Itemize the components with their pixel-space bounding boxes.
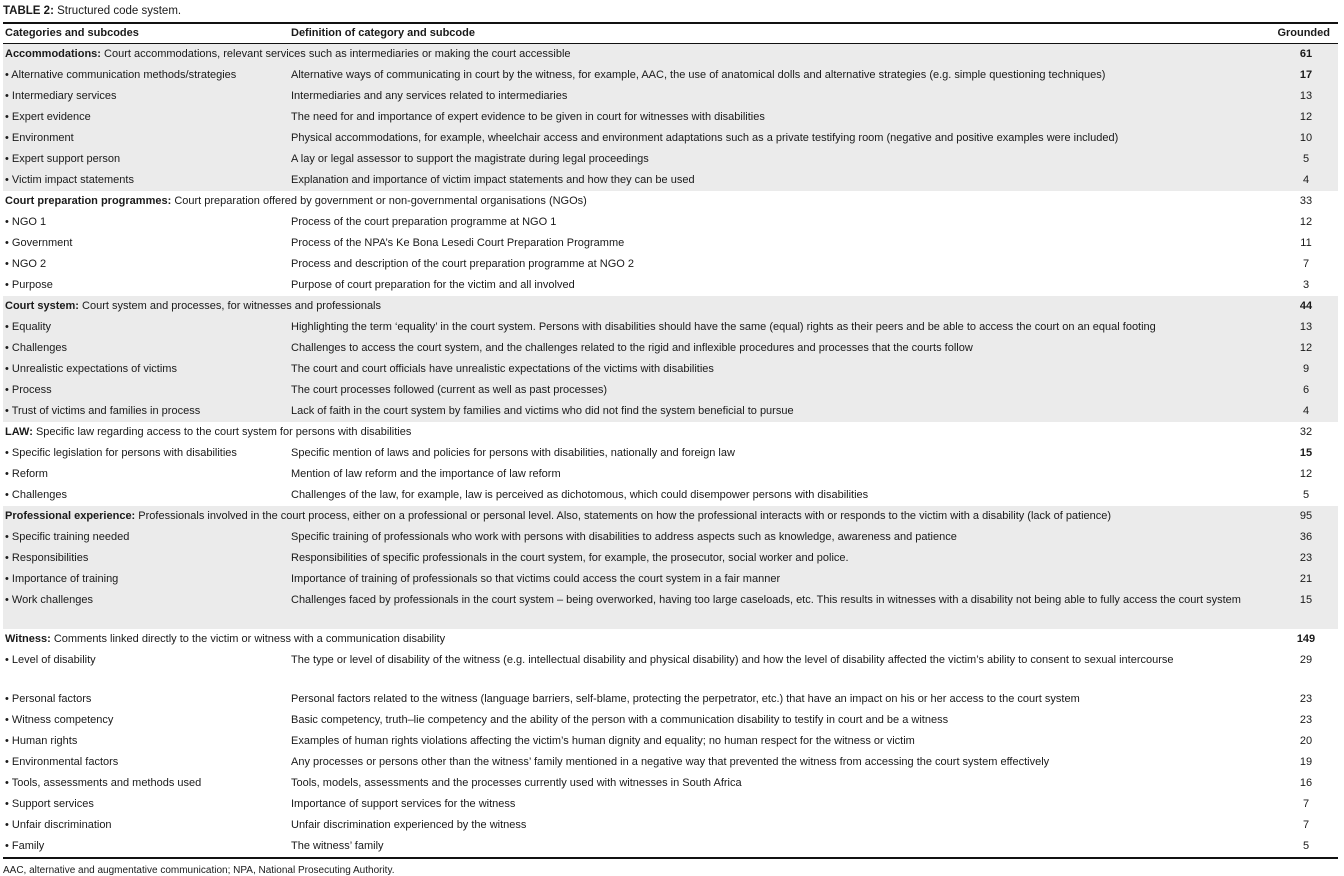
subcode-definition: Specific training of professionals who work with persons with disabilities to address aspects such as knowledge, awareness and patience xyxy=(289,527,1256,548)
subcode-grounded: 7 xyxy=(1302,258,1310,270)
subcode-row xyxy=(3,107,1338,128)
subcode-row xyxy=(3,401,1338,422)
table-label: TABLE 2: xyxy=(3,5,54,17)
subcode-grounded: 23 xyxy=(1299,714,1313,726)
subcode-grounded: 12 xyxy=(1299,216,1313,228)
category-definition: Court preparation offered by government or non-governmental organisations (NGOs) xyxy=(174,195,587,207)
category-grounded: 33 xyxy=(1299,195,1313,207)
subcode-row xyxy=(3,710,1338,731)
subcode-grounded: 13 xyxy=(1256,86,1338,107)
subcode-row xyxy=(3,773,1338,794)
category-grounded: 32 xyxy=(1299,426,1313,438)
category-row xyxy=(3,422,1338,443)
subcode-row xyxy=(3,650,1338,689)
category-definition: Professionals involved in the court process, either on a professional or personal level. Also, statements on how the professional interacts with or responds to the victim with a disability (lack of patience) xyxy=(138,510,1112,522)
category-cell xyxy=(3,191,1256,212)
subcode-definition: Responsibilities of specific professionals in the court system, for example, the prosecutor, social worker and police. xyxy=(289,548,1256,569)
subcode-grounded: 12 xyxy=(1299,468,1313,480)
subcode-row xyxy=(3,731,1338,752)
subcode-grounded: 16 xyxy=(1299,777,1313,789)
subcode-definition: Lack of faith in the court system by families and victims who did not find the system beneficial to pursue xyxy=(289,401,1256,422)
subcode-name: • Purpose xyxy=(5,279,53,291)
subcode-grounded: 23 xyxy=(1299,693,1313,705)
category-definition: Court system and processes, for witnesses and professionals xyxy=(82,300,382,312)
subcode-grounded: 4 xyxy=(1256,401,1338,422)
subcode-name: • Environmental factors xyxy=(5,756,119,768)
category-grounded: 61 xyxy=(1256,44,1338,66)
subcode-definition: Any processes or persons other than the witness’ family mentioned in a negative way that prevented the witness from accessing the court system effectively xyxy=(291,756,1050,768)
subcode-row xyxy=(3,149,1338,170)
subcode-name: • Work challenges xyxy=(3,590,289,629)
category-grounded: 149 xyxy=(1296,633,1316,645)
category-definition: Specific law regarding access to the court system for persons with disabilities xyxy=(35,426,412,438)
subcode-definition: Basic competency, truth–lie competency and the ability of the person with a communication disability to testify in court and be a witness xyxy=(291,714,949,726)
subcode-name: • Human rights xyxy=(5,735,78,747)
subcode-name: • Personal factors xyxy=(5,693,92,705)
subcode-row xyxy=(3,317,1338,338)
subcode-definition: Process of the NPA’s Ke Bona Lesedi Court Preparation Programme xyxy=(291,237,625,249)
subcode-definition: Highlighting the term ‘equality’ in the court system. Persons with disabilities should have the same (equal) rights as their peers and be able to access the court on an equal footing xyxy=(289,317,1256,338)
category-row xyxy=(3,506,1338,527)
category-cell xyxy=(3,422,1256,443)
subcode-definition: Explanation and importance of victim impact statements and how they can be used xyxy=(289,170,1256,191)
subcode-definition: Specific mention of laws and policies for persons with disabilities, nationally and foreign law xyxy=(291,447,735,459)
subcode-definition: Importance of training of professionals so that victims could access the court system in a fair manner xyxy=(289,569,1256,590)
subcode-name: • Level of disability xyxy=(5,654,96,666)
subcode-grounded: 5 xyxy=(1256,149,1338,170)
subcode-definition: Unfair discrimination experienced by the witness xyxy=(291,819,527,831)
subcode-definition: The court processes followed (current as well as past processes) xyxy=(289,380,1256,401)
subcode-grounded: 12 xyxy=(1256,107,1338,128)
subcode-name: • Expert support person xyxy=(3,149,289,170)
subcode-grounded: 11 xyxy=(1300,237,1312,249)
subcode-row xyxy=(3,548,1338,569)
subcode-name: • Victim impact statements xyxy=(3,170,289,191)
subcode-definition: Process of the court preparation programme at NGO 1 xyxy=(291,216,557,228)
subcode-grounded: 5 xyxy=(1302,489,1310,501)
header-categories: Categories and subcodes xyxy=(3,23,289,44)
subcode-name: • Challenges xyxy=(5,489,67,501)
table-footnote: AAC, alternative and augmentative communication; NPA, National Prosecuting Authority. xyxy=(3,865,395,876)
subcode-definition: The type or level of disability of the witness (e.g. intellectual disability and physical disability) and how the level of disability affected the victim’s ability to consent to sexual intercourse xyxy=(291,654,1174,666)
subcode-row xyxy=(3,86,1338,107)
subcode-row xyxy=(3,752,1338,773)
subcode-name: • Support services xyxy=(5,798,94,810)
subcode-row xyxy=(3,233,1338,254)
subcode-grounded: 20 xyxy=(1299,735,1313,747)
subcode-name: • NGO 2 xyxy=(5,258,47,270)
category-name: Witness: xyxy=(5,633,51,645)
subcode-grounded: 3 xyxy=(1302,279,1310,291)
subcode-name: • Intermediary services xyxy=(3,86,289,107)
subcode-name: • Challenges xyxy=(3,338,289,359)
subcode-grounded: 6 xyxy=(1256,380,1338,401)
subcode-definition: Intermediaries and any services related to intermediaries xyxy=(289,86,1256,107)
subcode-definition: Importance of support services for the witness xyxy=(291,798,516,810)
category-cell xyxy=(3,506,1256,527)
category-name: Court system: xyxy=(5,300,79,312)
subcode-name: • Specific legislation for persons with disabilities xyxy=(5,447,237,459)
subcode-name: • Unfair discrimination xyxy=(5,819,112,831)
subcode-name: • Trust of victims and families in process xyxy=(3,401,289,422)
subcode-row xyxy=(3,380,1338,401)
subcode-name: • Specific training needed xyxy=(3,527,289,548)
subcode-name: • Government xyxy=(5,237,73,249)
subcode-definition: Challenges faced by professionals in the court system – being overworked, having too large caseloads, etc. This results in witnesses with a disability not being able to fully access the court system xyxy=(289,590,1256,629)
subcode-name: • NGO 1 xyxy=(5,216,47,228)
subcode-definition: Challenges to access the court system, and the challenges related to the rigid and inflexible procedures and processes that the courts follow xyxy=(289,338,1256,359)
subcode-definition: Physical accommodations, for example, wheelchair access and environment adaptations such as a private testifying room (negative and positive examples were included) xyxy=(289,128,1256,149)
subcode-grounded: 12 xyxy=(1256,338,1338,359)
subcode-row xyxy=(3,254,1338,275)
subcode-grounded: 23 xyxy=(1256,548,1338,569)
code-system-table xyxy=(3,22,1338,859)
subcode-grounded: 17 xyxy=(1256,65,1338,86)
subcode-definition: Alternative ways of communicating in court by the witness, for example, AAC, the use of anatomical dolls and alternative strategies (e.g. simple questioning techniques) xyxy=(289,65,1256,86)
subcode-definition: Examples of human rights violations affecting the victim’s human dignity and equality; no human respect for the witness or victim xyxy=(291,735,915,747)
subcode-definition: Process and description of the court preparation programme at NGO 2 xyxy=(291,258,635,270)
subcode-name: • Unrealistic expectations of victims xyxy=(3,359,289,380)
subcode-row xyxy=(3,485,1338,506)
subcode-grounded: 36 xyxy=(1256,527,1338,548)
subcode-definition: The court and court officials have unrealistic expectations of the victims with disabilities xyxy=(289,359,1256,380)
subcode-name: • Equality xyxy=(3,317,289,338)
subcode-row xyxy=(3,569,1338,590)
subcode-grounded: 15 xyxy=(1299,447,1313,459)
subcode-grounded: 10 xyxy=(1256,128,1338,149)
category-name: Accommodations: xyxy=(5,48,101,60)
subcode-grounded: 9 xyxy=(1256,359,1338,380)
subcode-row xyxy=(3,275,1338,296)
subcode-grounded: 5 xyxy=(1302,840,1310,852)
category-grounded: 95 xyxy=(1256,506,1338,527)
subcode-definition: The need for and importance of expert evidence to be given in court for witnesses with disabilities xyxy=(289,107,1256,128)
subcode-row xyxy=(3,464,1338,485)
subcode-definition: The witness’ family xyxy=(291,840,384,852)
subcode-row xyxy=(3,689,1338,710)
subcode-row xyxy=(3,794,1338,815)
subcode-name: • Responsibilities xyxy=(3,548,289,569)
subcode-row xyxy=(3,836,1338,858)
subcode-grounded: 21 xyxy=(1256,569,1338,590)
subcode-grounded: 4 xyxy=(1256,170,1338,191)
subcode-definition: Personal factors related to the witness (language barriers, self-blame, protecting the perpetrator, etc.) that have an impact on his or her access to the court system xyxy=(291,693,1080,705)
subcode-row xyxy=(3,359,1338,380)
subcode-row xyxy=(3,170,1338,191)
subcode-row xyxy=(3,65,1338,86)
category-name: Court preparation programmes: xyxy=(5,195,172,207)
category-definition: Comments linked directly to the victim or witness with a communication disability xyxy=(53,633,446,645)
subcode-name: • Witness competency xyxy=(5,714,114,726)
header-grounded: Grounded xyxy=(1256,23,1338,44)
header-definition: Definition of category and subcode xyxy=(289,23,1256,44)
subcode-name: • Tools, assessments and methods used xyxy=(5,777,202,789)
subcode-grounded: 7 xyxy=(1302,819,1310,831)
subcode-name: • Environment xyxy=(3,128,289,149)
subcode-row xyxy=(3,590,1338,629)
category-row xyxy=(3,296,1338,317)
category-cell xyxy=(3,296,1256,317)
subcode-definition: Mention of law reform and the importance of law reform xyxy=(291,468,561,480)
table-container xyxy=(3,0,1338,876)
subcode-row xyxy=(3,443,1338,464)
table-caption xyxy=(3,0,1338,22)
category-grounded: 44 xyxy=(1256,296,1338,317)
subcode-name: • Alternative communication methods/strategies xyxy=(3,65,289,86)
subcode-definition: A lay or legal assessor to support the magistrate during legal proceedings xyxy=(289,149,1256,170)
category-definition: Court accommodations, relevant services such as intermediaries or making the court accessible xyxy=(104,48,571,60)
subcode-grounded: 15 xyxy=(1256,590,1338,629)
subcode-name: • Expert evidence xyxy=(3,107,289,128)
subcode-grounded: 19 xyxy=(1299,756,1313,768)
subcode-row xyxy=(3,338,1338,359)
subcode-grounded: 7 xyxy=(1302,798,1310,810)
subcode-name: • Importance of training xyxy=(3,569,289,590)
table-body xyxy=(3,44,1338,859)
subcode-definition: Tools, models, assessments and the processes currently used with witnesses in South Africa xyxy=(291,777,742,789)
table-title: Structured code system. xyxy=(57,5,182,17)
category-cell xyxy=(3,44,1256,66)
subcode-row xyxy=(3,212,1338,233)
subcode-definition: Purpose of court preparation for the victim and all involved xyxy=(291,279,575,291)
subcode-row xyxy=(3,128,1338,149)
subcode-row xyxy=(3,815,1338,836)
subcode-grounded: 13 xyxy=(1256,317,1338,338)
category-row xyxy=(3,629,1338,650)
category-name: LAW: xyxy=(5,426,33,438)
category-name: Professional experience: xyxy=(5,510,136,522)
subcode-definition: Challenges of the law, for example, law is perceived as dichotomous, which could disempower persons with disabilities xyxy=(291,489,869,501)
category-row xyxy=(3,191,1338,212)
category-cell xyxy=(3,629,1256,650)
category-row xyxy=(3,44,1338,66)
header-row xyxy=(3,23,1338,44)
subcode-grounded: 29 xyxy=(1299,654,1313,666)
subcode-name: • Process xyxy=(3,380,289,401)
subcode-name: • Reform xyxy=(5,468,48,480)
subcode-name: • Family xyxy=(5,840,45,852)
subcode-row xyxy=(3,527,1338,548)
